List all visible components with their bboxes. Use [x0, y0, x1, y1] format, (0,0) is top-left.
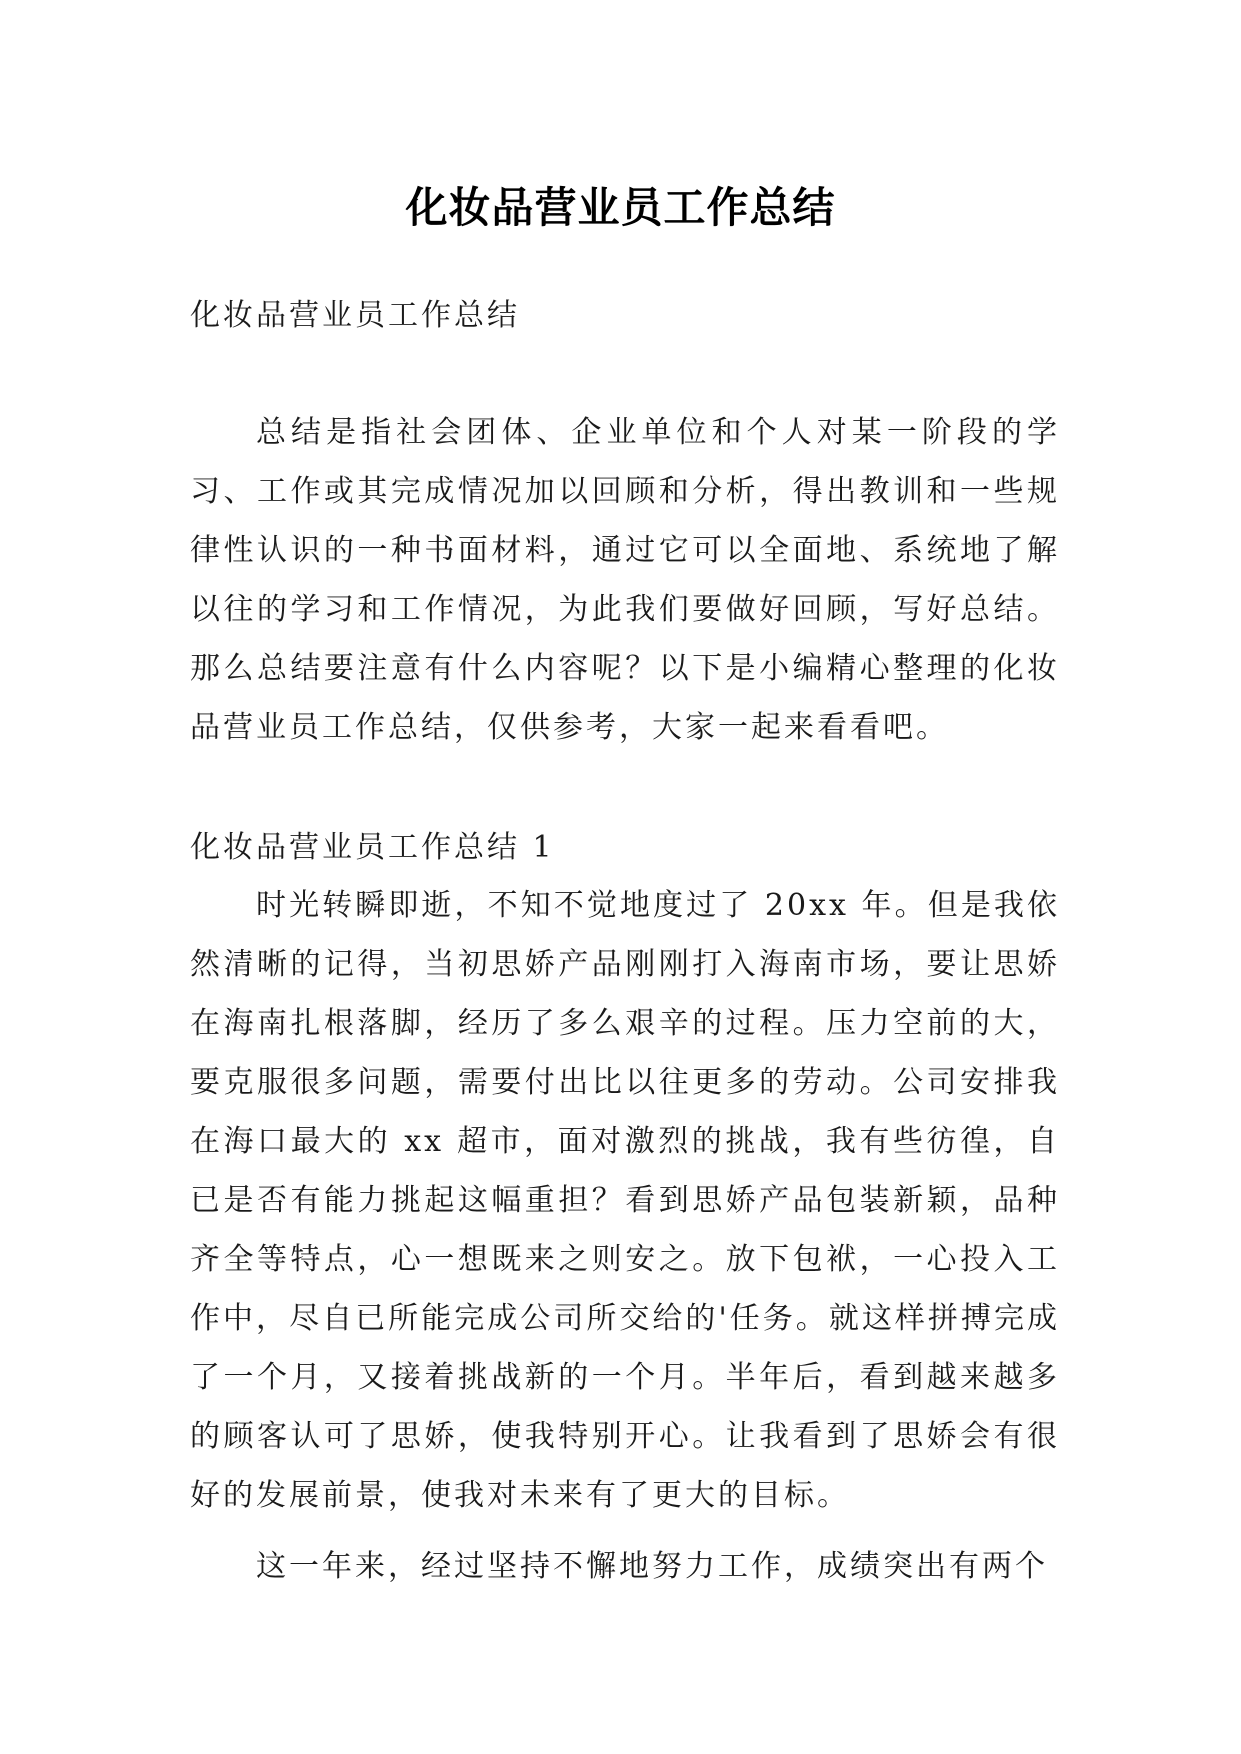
- paragraph-text: 时光转瞬即逝，不知不觉地度过了 20xx 年。但是我依然清晰的记得，当初思娇产品刚刚打入海南市场，要让思娇在海南扎根落脚，经历了多么艰辛的过程。压力空前的大，要克服很多问题，需要付出比以往更多的劳动。公司安排我在海口最大的 xx 超市，面对激烈的挑战，我有些彷徨，自已是否有能力挑起这幅重担？看到思娇产品包装新颖，品种齐全等特点，心一想既来之则安之。放下包袱，一心投入工作中，尽自已所能完成公司所交给的'任务。就这样拼搏完成了一个月，又接着挑战新的一个月。半年后，看到越来越多的顾客认可了思娇，使我特别开心。让我看到了思娇会有很好的发展前景，使我对未来有了更大的目标。: [190, 888, 1060, 1513]
- intro-paragraph: [190, 403, 1060, 757]
- section-1-paragraph-1: [190, 876, 1060, 1525]
- subtitle-text: 化妆品营业员工作总结: [190, 298, 520, 333]
- section-1-heading-text: 化妆品营业员工作总结 1: [190, 830, 555, 865]
- intro-text: 总结是指社会团体、企业单位和个人对某一阶段的学习、工作或其完成情况加以回顾和分析，得出教训和一些规律性认识的一种书面材料，通过它可以全面地、系统地了解以往的学习和工作情况，为此我们要做好回顾，写好总结。那么总结要注意有什么内容呢？以下是小编精心整理的化妆品营业员工作总结，仅供参考，大家一起来看看吧。: [190, 415, 1060, 745]
- document-title: 化妆品营业员工作总结: [405, 183, 836, 233]
- document-subtitle: [190, 286, 1060, 345]
- section-1-heading: [190, 818, 1060, 877]
- paragraph-text: 这一年来，经过坚持不懈地努力工作，成绩突出有两个: [256, 1549, 1048, 1584]
- section-1-paragraph-2: [190, 1537, 1060, 1596]
